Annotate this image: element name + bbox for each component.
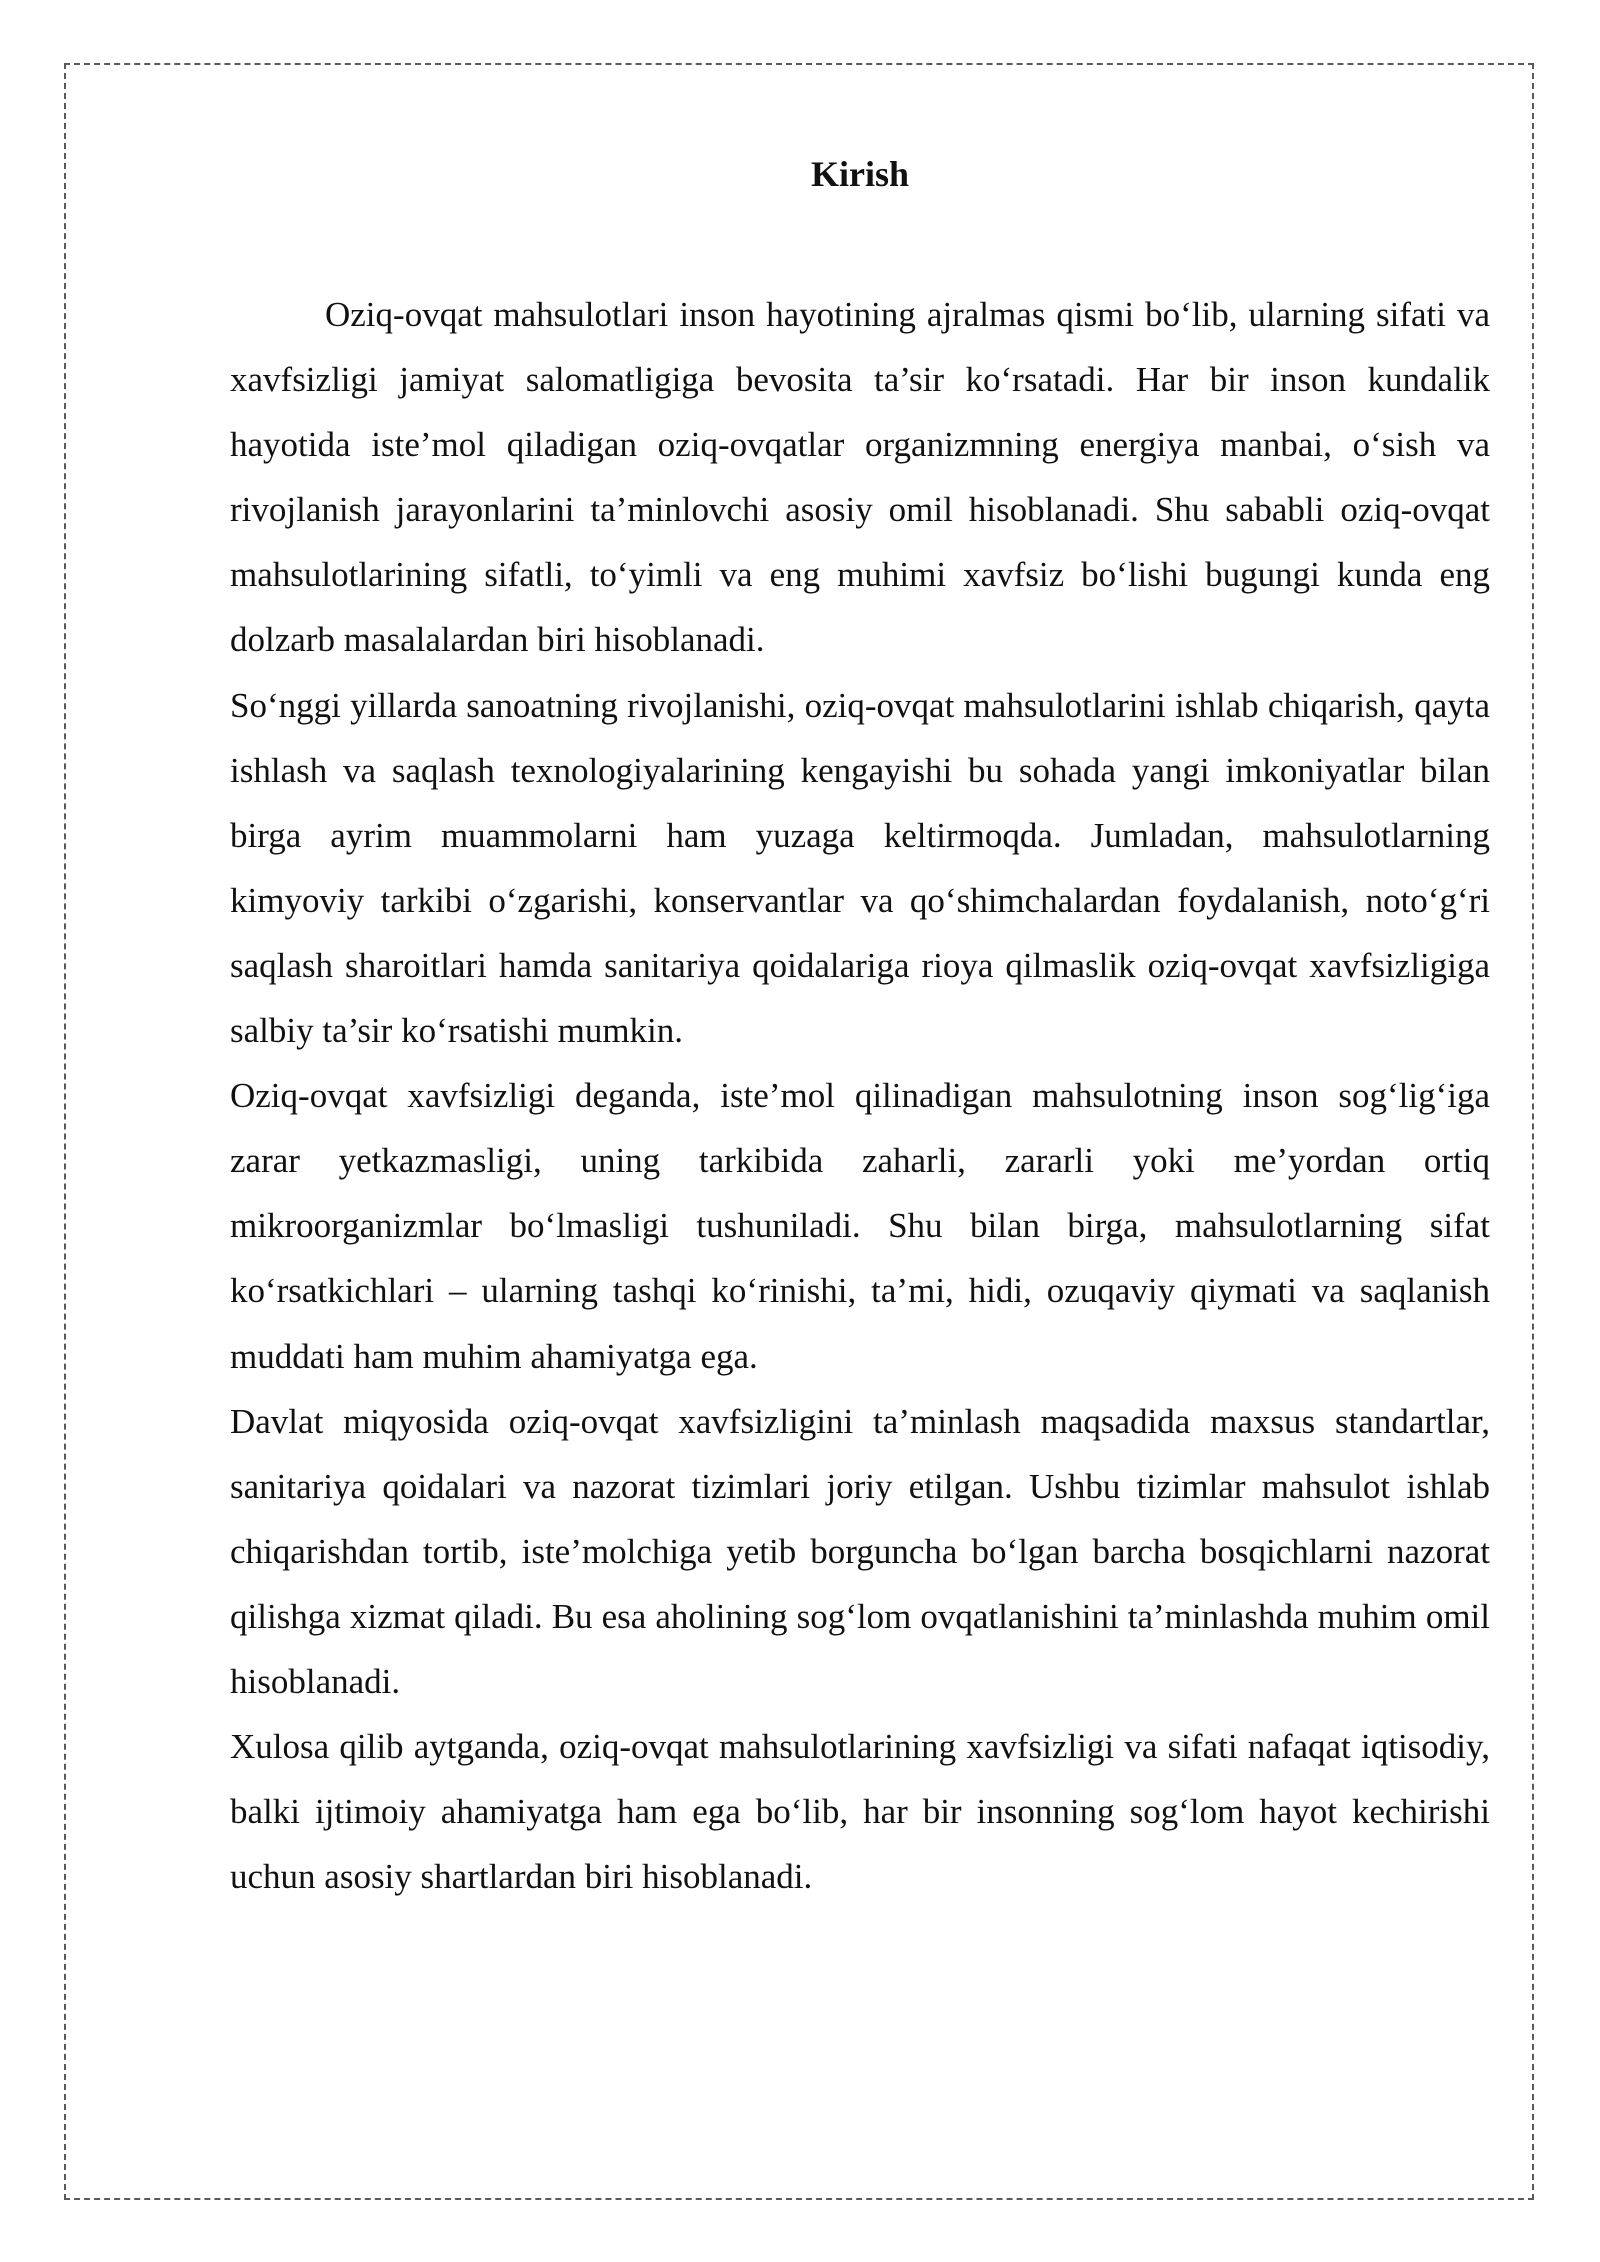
- paragraph-industry-development: So‘nggi yillarda sanoatning rivojlanishi, oziq-ovqat mahsulotlarini ishlab chiqarish, qayta ishlash va saqlash texnologiyalarining kengayishi bu sohada yangi imkoniyatlar bilan birga ayrim muammolarni ham yuzaga keltirmoqda. Jumladan, mahsulotlarning kimyoviy tarkibi o‘zgarishi, konservantlar va qo‘shimchalardan foydalanish, noto‘g‘ri saqlash sharoitlari hamda sanitariya qoidalariga rioya qilmaslik oziq-ovqat xavfsizligiga salbiy ta’sir ko‘rsatishi mumkin.: [230, 685, 1490, 1051]
- document-title: Kirish: [810, 154, 909, 194]
- paragraph-state-standards: Davlat miqyosida oziq-ovqat xavfsizligini ta’minlash maqsadida maxsus standartlar, sanitariya qoidalari va nazorat tizimlari joriy etilgan. Ushbu tizimlar mahsulot ishlab chiqarishdan tortib, iste’molchiga yetib borguncha bo‘lgan barcha bosqichlarni nazorat qilishga xizmat qiladi. Bu esa aholining sog‘lom ovqatlanishini ta’minlashda muhim omil hisoblanadi.: [230, 1401, 1490, 1701]
- paragraph-introduction: Oziq-ovqat mahsulotlari inson hayotining ajralmas qismi bo‘lib, ularning sifati va xavfsizligi jamiyat salomatligiga bevosita ta’sir ko‘rsatadi. Har bir inson kundalik hayotida iste’mol qiladigan oziq-ovqatlar organizmning energiya manbai, o‘sish va rivojlanish jarayonlarini ta’minlovchi asosiy omil hisoblanadi. Shu sababli oziq-ovqat mahsulotlarining sifatli, to‘yimli va eng muhimi xavfsiz bo‘lishi bugungi kunda eng dolzarb masalalardan biri hisoblanadi.: [230, 295, 1490, 660]
- paragraph-food-safety-definition: Oziq-ovqat xavfsizligi deganda, iste’mol qilinadigan mahsulotning inson sog‘lig‘iga zarar yetkazmasligi, uning tarkibida zaharli, zararli yoki me’yordan ortiq mikroorganizmlar bo‘lmasligi tushuniladi. Shu bilan birga, mahsulotlarning sifat ko‘rsatkichlari – ularning tashqi ko‘rinishi, ta’mi, hidi, ozuqaviy qiymati va saqlanish muddati ham muhim ahamiyatga ega.: [230, 1076, 1490, 1376]
- document-body: [230, 282, 1490, 1909]
- paragraph-conclusion: Xulosa qilib aytganda, oziq-ovqat mahsulotlarining xavfsizligi va sifati nafaqat iqtisodiy, balki ijtimoiy ahamiyatga ham ega bo‘lib, har bir insonning sog‘lom hayot kechirishi uchun asosiy shartlardan biri hisoblanadi.: [230, 1727, 1490, 1897]
